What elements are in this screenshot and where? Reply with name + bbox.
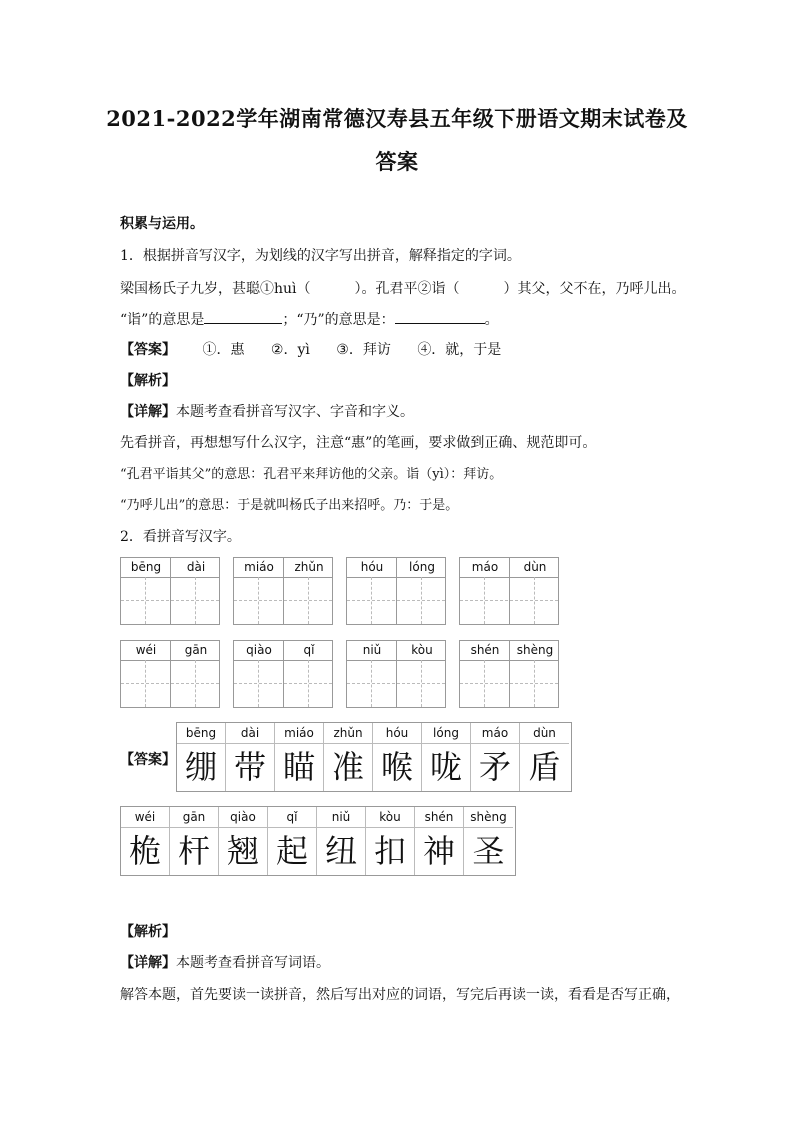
answer-character: 带	[233, 748, 266, 786]
answer-pinyin: zhǔn	[324, 723, 372, 744]
q1-answer-item: ①．惠	[202, 342, 245, 358]
answer-cell	[268, 807, 317, 875]
answer-cell	[226, 723, 275, 791]
pinyin-label: qiào	[246, 643, 272, 657]
answer-pinyin: qiào	[219, 807, 267, 828]
pinyin-grid	[120, 640, 220, 708]
q1-sentence	[120, 278, 686, 298]
section-heading: 积累与运用。	[120, 216, 204, 232]
answer-pinyin: kòu	[366, 807, 414, 828]
answer-pinyin: shén	[415, 807, 463, 828]
answer-pinyin: bēng	[177, 723, 225, 744]
answer-pinyin: wéi	[121, 807, 169, 828]
detail-text: 本题考查看拼音写汉字、字音和字义。	[176, 404, 414, 420]
answer-character: 瞄	[282, 748, 315, 786]
q2-detail	[120, 952, 330, 972]
answer-cell	[366, 807, 415, 875]
q2-answer-label: 【答案】	[120, 752, 176, 768]
pinyin-grid	[346, 557, 446, 625]
answer-row-1	[176, 722, 572, 792]
answer-character: 圣	[472, 832, 505, 870]
q1-detail	[120, 401, 414, 421]
q2-explain-1: 解答本题，首先要读一读拼音，然后写出对应的词语，写完后再读一读，看看是否写正确，	[120, 987, 680, 1003]
blank-line	[204, 309, 282, 324]
answer-character: 起	[275, 832, 308, 870]
answer-cell	[415, 807, 464, 875]
detail-text: 本题考查看拼音写词语。	[176, 955, 330, 971]
answer-cell	[471, 723, 520, 791]
answer-character: 喉	[380, 748, 413, 786]
answer-pinyin: lóng	[422, 723, 470, 744]
answer-cell	[317, 807, 366, 875]
q1-meaning-sep: ；“乃”的意思是：	[282, 312, 395, 328]
answer-character: 杆	[177, 832, 210, 870]
answer-pinyin: dài	[226, 723, 274, 744]
pinyin-label: wéi	[135, 643, 157, 657]
answer-pinyin: hóu	[373, 723, 421, 744]
pinyin-grid	[233, 557, 333, 625]
q1-sentence-b: ）。孔君平②诣（	[354, 281, 460, 297]
pinyin-grid	[346, 640, 446, 708]
answer-character: 矛	[478, 748, 511, 786]
blank-line	[395, 309, 485, 324]
answer-character: 桅	[128, 832, 161, 870]
q1-sentence-c: ）其父，父不在，乃呼儿出。	[503, 281, 686, 297]
answer-cell	[422, 723, 471, 791]
pinyin-label: bēng	[130, 560, 162, 574]
answer-pinyin: shèng	[464, 807, 513, 828]
pinyin-label: niǔ	[362, 643, 382, 657]
pinyin-grid	[459, 557, 559, 625]
q1-explain-1: 先看拼音，再想想写什么汉字，注意“惠”的笔画，要求做到正确、规范即可。	[120, 435, 597, 451]
pinyin-label: dùn	[523, 560, 547, 574]
q2-prompt: 2．看拼音写汉字。	[120, 529, 241, 545]
q1-sentence-a: 梁国杨氏子九岁，甚聪①huì（	[120, 281, 311, 297]
answer-character: 绷	[184, 748, 217, 786]
pinyin-grid	[120, 557, 220, 625]
pinyin-label: dài	[186, 560, 206, 574]
answer-pinyin: niǔ	[317, 807, 365, 828]
q1-meaning-a: “诣”的意思是	[120, 312, 205, 328]
detail-label: 【详解】	[120, 955, 176, 971]
answer-cell	[275, 723, 324, 791]
pinyin-label: qǐ	[303, 643, 315, 657]
answer-label: 【答案】	[120, 342, 176, 358]
answer-pinyin: dùn	[520, 723, 569, 744]
answer-cell	[520, 723, 569, 791]
answer-character: 盾	[528, 748, 561, 786]
pinyin-label: kòu	[411, 643, 433, 657]
q1-prompt: 1．根据拼音写汉字，为划线的汉字写出拼音，解释指定的字词。	[120, 248, 521, 264]
q1-meaning	[120, 309, 499, 329]
q1-answer	[120, 339, 501, 359]
answer-character: 咙	[429, 748, 462, 786]
answer-cell	[373, 723, 422, 791]
answer-cell	[177, 723, 226, 791]
answer-row-2	[120, 806, 516, 876]
q1-answer-item: ④．就，于是	[417, 342, 502, 358]
answer-character: 翘	[226, 832, 259, 870]
page-title-line1: 2021-2022学年湖南常德汉寿县五年级下册语文期末试卷及	[106, 106, 688, 131]
page-title-line2: 答案	[375, 149, 419, 174]
pinyin-label: shén	[470, 643, 500, 657]
answer-pinyin: gān	[170, 807, 218, 828]
pinyin-label: zhǔn	[294, 560, 324, 574]
q2-analysis-label: 【解析】	[120, 924, 176, 940]
answer-pinyin: miáo	[275, 723, 323, 744]
answer-pinyin: máo	[471, 723, 519, 744]
pinyin-label: lóng	[409, 560, 435, 574]
answer-cell	[219, 807, 268, 875]
answer-pinyin: qǐ	[268, 807, 316, 828]
q1-explain-2: “孔君平诣其父”的意思：孔君平来拜访他的父亲。诣（yì）：拜访。	[120, 467, 503, 482]
analysis-label: 【解析】	[120, 373, 176, 389]
pinyin-grid	[459, 640, 559, 708]
answer-cell	[121, 807, 170, 875]
pinyin-label: hóu	[360, 560, 384, 574]
answer-character: 扣	[373, 832, 406, 870]
detail-label: 【详解】	[120, 404, 176, 420]
answer-character: 准	[331, 748, 364, 786]
q1-answer-item: ②．yì	[270, 342, 310, 358]
answer-cell	[464, 807, 513, 875]
pinyin-label: máo	[471, 560, 499, 574]
q1-explain-3: “乃呼儿出”的意思：于是就叫杨氏子出来招呼。乃：于是。	[120, 498, 459, 513]
pinyin-label: gān	[184, 643, 208, 657]
q1-answer-item: ③．拜访	[336, 342, 391, 358]
pinyin-label: shèng	[516, 643, 554, 657]
answer-character: 神	[422, 832, 455, 870]
answer-cell	[170, 807, 219, 875]
pinyin-label: miáo	[244, 560, 274, 574]
answer-cell	[324, 723, 373, 791]
pinyin-grid	[233, 640, 333, 708]
answer-character: 纽	[324, 832, 357, 870]
q1-meaning-end: 。	[484, 312, 499, 328]
